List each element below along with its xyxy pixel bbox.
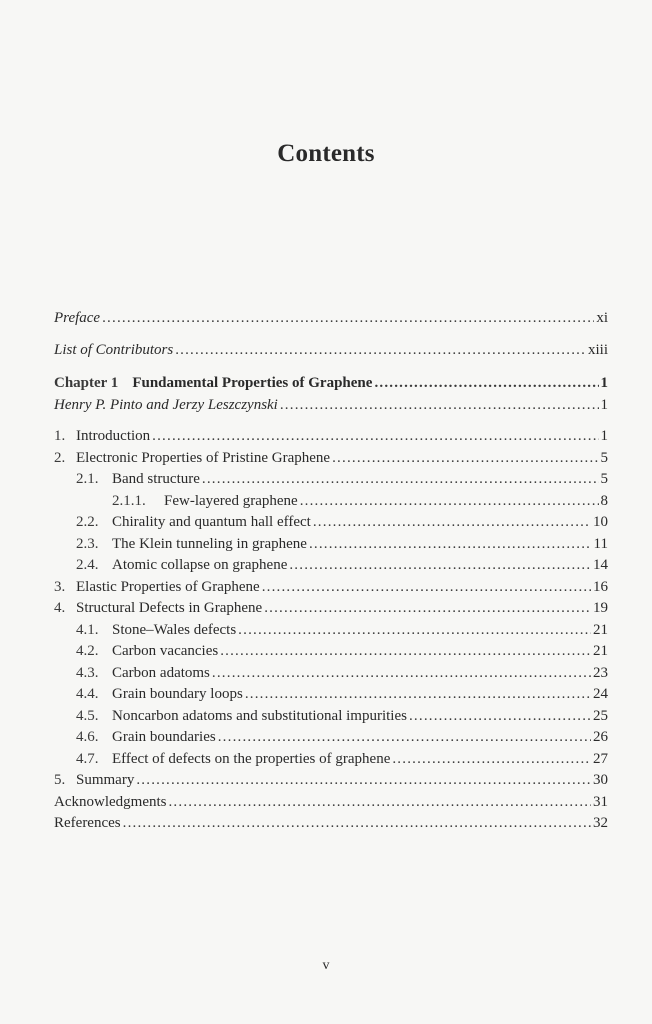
toc-entry[interactable] bbox=[54, 770, 608, 792]
toc-entry-label: Preface bbox=[54, 310, 101, 326]
dot-leader bbox=[300, 491, 599, 513]
toc-entry-number: 5. bbox=[54, 772, 66, 788]
toc-entry[interactable] bbox=[54, 727, 608, 749]
toc-entry[interactable] bbox=[54, 395, 608, 417]
dot-leader bbox=[313, 512, 591, 534]
page-number: v bbox=[322, 958, 330, 973]
toc-entry-label: Summary bbox=[76, 772, 135, 788]
toc-entry-label: Introduction bbox=[76, 428, 151, 444]
toc-entry-number: 4.2. bbox=[76, 643, 99, 659]
dot-leader bbox=[220, 641, 591, 663]
toc-entry[interactable] bbox=[54, 684, 608, 706]
dot-leader bbox=[332, 448, 598, 470]
toc-entry-page: 23 bbox=[593, 664, 608, 681]
toc-entry-page: 27 bbox=[593, 750, 608, 767]
dot-leader bbox=[238, 620, 591, 642]
toc-entry[interactable] bbox=[54, 749, 608, 771]
toc-entry-page: 8 bbox=[600, 492, 608, 509]
toc-entry-label: Acknowledgments bbox=[54, 793, 167, 810]
toc-entry-label: Chirality and quantum hall effect bbox=[112, 514, 311, 530]
dot-leader bbox=[289, 555, 591, 577]
toc-entry[interactable] bbox=[54, 534, 608, 556]
toc-entry-page: 25 bbox=[593, 707, 608, 724]
toc-entry-page: xiii bbox=[587, 341, 608, 358]
toc-entry-label: Henry P. Pinto and Jerzy Leszczynski bbox=[54, 396, 278, 413]
dot-leader bbox=[136, 770, 591, 792]
toc-entry-number: 2.1.1. bbox=[112, 492, 146, 509]
toc-entry[interactable] bbox=[54, 448, 608, 470]
toc-entry[interactable] bbox=[54, 663, 608, 685]
toc-entry-label: Carbon vacancies bbox=[112, 643, 219, 659]
toc-entry-page: 1 bbox=[600, 396, 608, 413]
toc-entry[interactable] bbox=[54, 426, 608, 448]
toc-entry[interactable] bbox=[54, 577, 608, 599]
toc-entry[interactable] bbox=[54, 340, 608, 362]
toc-entry-number: 4.6. bbox=[76, 729, 99, 745]
toc-entry-page: 10 bbox=[593, 514, 608, 530]
dot-leader bbox=[392, 749, 591, 771]
toc-entry[interactable] bbox=[54, 706, 608, 728]
dot-leader bbox=[202, 469, 599, 491]
toc-entry-label: Effect of defects on the properties of graphene bbox=[112, 750, 391, 767]
toc-entry-label: Stone–Wales defects bbox=[112, 621, 237, 638]
dot-leader bbox=[123, 813, 591, 835]
dot-leader bbox=[264, 598, 591, 620]
toc-entry-page: 19 bbox=[593, 600, 608, 616]
toc-entry-label: The Klein tunneling in graphene bbox=[112, 535, 307, 552]
dot-leader bbox=[245, 684, 591, 706]
toc-entry-page: 30 bbox=[593, 772, 608, 788]
toc-entry-label: Elastic Properties of Graphene bbox=[76, 578, 260, 595]
dot-leader bbox=[212, 663, 591, 685]
toc-entry-page: 21 bbox=[593, 621, 608, 638]
toc-entry[interactable] bbox=[54, 555, 608, 577]
dot-leader bbox=[168, 792, 591, 814]
toc-entry-page: 5 bbox=[600, 449, 608, 466]
dot-leader bbox=[102, 308, 594, 330]
dot-leader bbox=[262, 577, 591, 599]
toc-entry-label: Carbon adatoms bbox=[112, 664, 210, 681]
dot-leader bbox=[218, 727, 591, 749]
toc-entry-label: List of Contributors bbox=[54, 341, 174, 358]
toc-entry-number: 2.1. bbox=[76, 471, 99, 487]
toc-entry-label: References bbox=[54, 815, 121, 831]
toc-entry-page: 24 bbox=[593, 686, 608, 702]
toc-entry[interactable] bbox=[54, 491, 608, 513]
toc-entry-label: Few-layered graphene bbox=[164, 492, 298, 509]
dot-leader bbox=[152, 426, 598, 448]
toc-entry-page: 1 bbox=[600, 375, 608, 391]
toc-entry-page: xi bbox=[596, 310, 608, 326]
table-of-contents bbox=[54, 308, 608, 835]
toc-entry-number: 2.4. bbox=[76, 557, 99, 573]
toc-entry-label: Grain boundary loops bbox=[112, 686, 243, 702]
toc-entry-number: 2.2. bbox=[76, 514, 99, 530]
toc-entry-page: 21 bbox=[593, 643, 608, 659]
dot-leader bbox=[374, 373, 598, 395]
toc-entry-page: 26 bbox=[593, 729, 608, 745]
toc-entry[interactable] bbox=[54, 641, 608, 663]
toc-entry[interactable] bbox=[54, 792, 608, 814]
dot-leader bbox=[309, 534, 592, 556]
toc-entry-number: Chapter 1 bbox=[54, 375, 119, 391]
toc-entry-page: 5 bbox=[600, 471, 608, 487]
toc-entry-page: 16 bbox=[593, 578, 608, 595]
toc-entry-page: 14 bbox=[593, 557, 608, 573]
toc-entry-label: Electronic Properties of Pristine Graphene bbox=[76, 449, 331, 466]
toc-entry[interactable] bbox=[54, 620, 608, 642]
toc-entry[interactable] bbox=[54, 512, 608, 534]
toc-entry[interactable] bbox=[54, 813, 608, 835]
toc-entry-number: 1. bbox=[54, 428, 66, 444]
toc-entry-page: 11 bbox=[593, 535, 608, 552]
toc-entry-number: 2. bbox=[54, 449, 66, 466]
toc-entry-page: 31 bbox=[593, 793, 608, 810]
toc-entry-number: 2.3. bbox=[76, 535, 99, 552]
toc-entry-label: Band structure bbox=[112, 471, 200, 487]
toc-entry-number: 4.7. bbox=[76, 750, 99, 767]
toc-entry-number: 4.4. bbox=[76, 686, 99, 702]
toc-entry-label: Noncarbon adatoms and substitutional impurities bbox=[112, 707, 407, 724]
toc-entry-number: 4.3. bbox=[76, 664, 99, 681]
toc-entry-page: 32 bbox=[593, 815, 608, 831]
toc-entry-number: 4.5. bbox=[76, 707, 99, 724]
toc-entry[interactable] bbox=[54, 373, 608, 395]
toc-entry[interactable] bbox=[54, 598, 608, 620]
dot-leader bbox=[280, 395, 599, 417]
toc-entry-page: 1 bbox=[600, 428, 608, 444]
toc-entry-label: Structural Defects in Graphene bbox=[76, 600, 263, 616]
toc-entry-label: Fundamental Properties of Graphene bbox=[132, 375, 373, 391]
toc-entry-number: 3. bbox=[54, 578, 66, 595]
toc-entry-label: Grain boundaries bbox=[112, 729, 216, 745]
toc-entry[interactable] bbox=[54, 469, 608, 491]
toc-entry-number: 4. bbox=[54, 600, 66, 616]
dot-leader bbox=[175, 340, 586, 362]
dot-leader bbox=[409, 706, 591, 728]
page-title: Contents bbox=[277, 140, 375, 167]
toc-entry-label: Atomic collapse on graphene bbox=[112, 557, 288, 573]
toc-entry[interactable] bbox=[54, 308, 608, 330]
toc-entry-number: 4.1. bbox=[76, 621, 99, 638]
